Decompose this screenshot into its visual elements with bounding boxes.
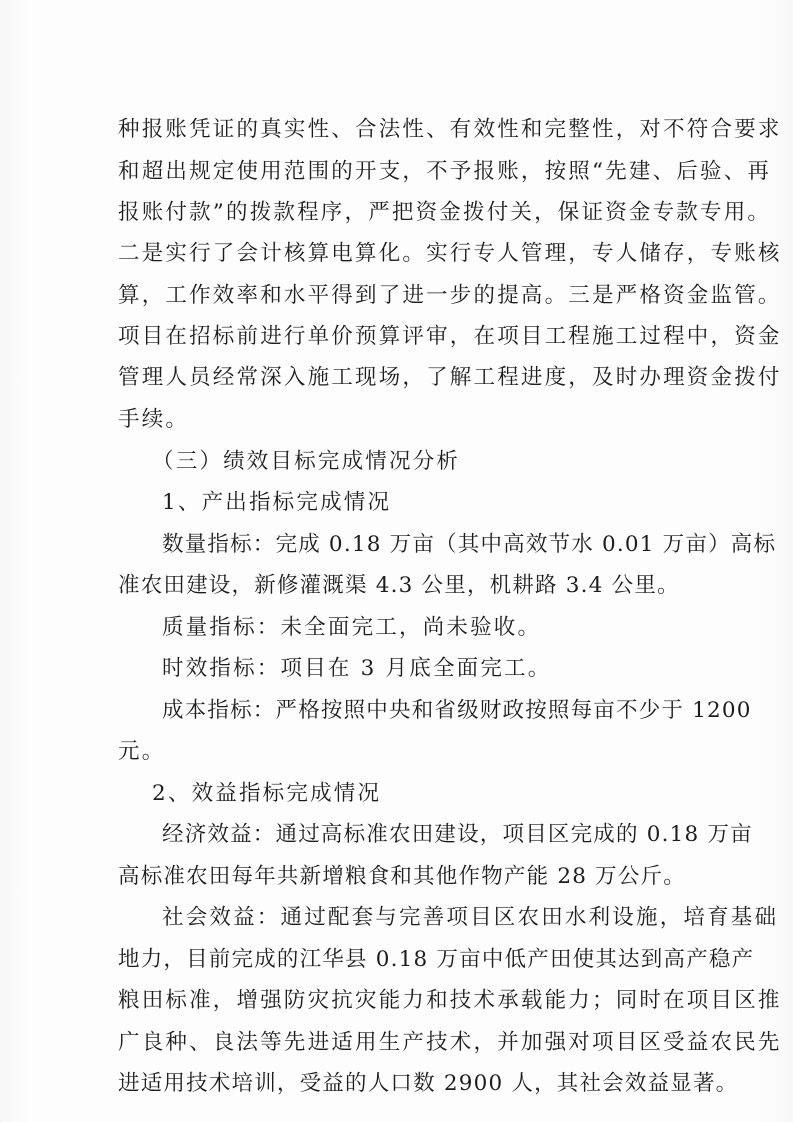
body-line: 管理人员经常深入施工现场，了解工程进度，及时办理资金拨付 xyxy=(118,365,782,390)
body-line: 广良种、良法等先进适用生产技术，并加强对项目区受益农民先 xyxy=(118,1030,782,1055)
body-line: 时效指标：项目在 3 月底全面完工。 xyxy=(162,656,552,681)
body-line: 成本指标：严格按照中央和省级财政按照每亩不少于 1200 xyxy=(162,698,752,723)
body-line: 手续。 xyxy=(118,407,190,432)
body-line: 社会效益：通过配套与完善项目区农田水利设施，培育基础 xyxy=(162,905,779,930)
body-line: 地力，目前完成的江华县 0.18 万亩中低产田使其达到高产稳产 xyxy=(118,947,755,972)
body-line: 种报账凭证的真实性、合法性、有效性和完整性，对不符合要求 xyxy=(118,117,782,142)
body-line: 进适用技术培训，受益的人口数 2900 人，其社会效益显著。 xyxy=(118,1071,739,1096)
body-line: 经济效益：通过高标准农田建设，项目区完成的 0.18 万亩 xyxy=(162,822,753,847)
body-line: 项目在招标前进行单价预算评审，在项目工程施工过程中，资金 xyxy=(118,324,782,349)
body-line: 数量指标：完成 0.18 万亩（其中高效节水 0.01 万亩）高标 xyxy=(162,532,777,557)
body-line: 粮田标准，增强防灾抗灾能力和技术承载能力；同时在项目区推 xyxy=(118,988,782,1013)
body-line: 算，工作效率和水平得到了进一步的提高。三是严格资金监管。 xyxy=(118,283,782,308)
body-line: 元。 xyxy=(118,739,166,764)
body-line: 二是实行了会计核算电算化。实行专人管理，专人储存，专账核 xyxy=(118,241,782,266)
body-line: 高标准农田每年共新增粮食和其他作物产能 28 万公斤。 xyxy=(118,864,686,889)
subsection-heading: 2、效益指标完成情况 xyxy=(152,781,382,806)
body-line: 准农田建设，新修灌溉渠 4.3 公里，机耕路 3.4 公里。 xyxy=(118,573,680,598)
subsection-heading: 1、产出指标完成情况 xyxy=(162,490,392,515)
section-heading: （三）绩效目标完成情况分析 xyxy=(152,449,461,474)
body-line: 和超出规定使用范围的开支，不予报账，按照“先建、后验、再 xyxy=(118,159,772,184)
body-line: 质量指标：未全面完工，尚未验收。 xyxy=(162,615,542,640)
body-line: 报账付款”的拨款程序，严把资金拨付关，保证资金专款专用。 xyxy=(118,200,772,225)
